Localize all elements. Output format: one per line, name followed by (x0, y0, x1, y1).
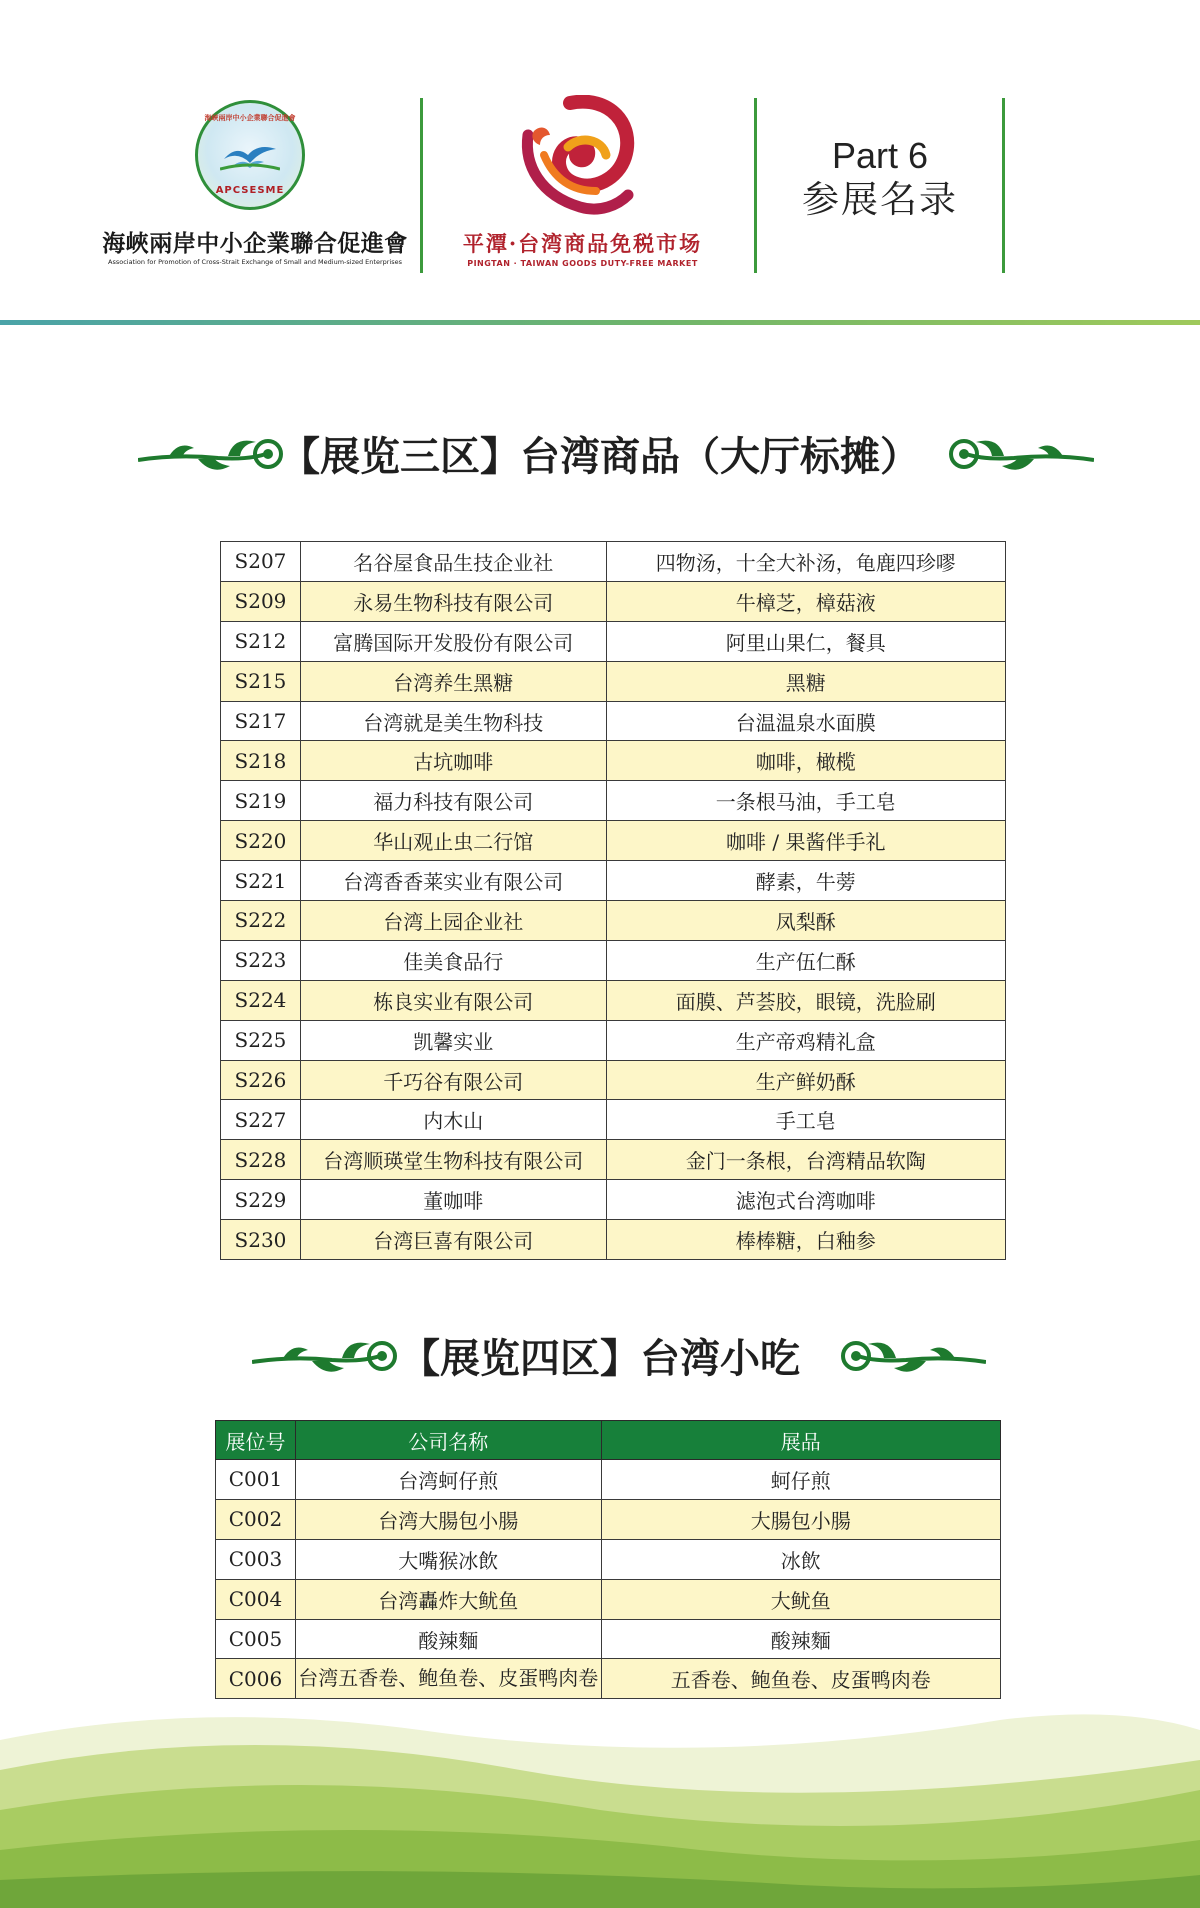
products-cell: 冰飲 (601, 1539, 1000, 1579)
part-number: Part 6 (831, 135, 929, 176)
company-name-cell: 古坑咖啡 (300, 741, 606, 781)
market-name: 平潭·台湾商品免税市场 (462, 231, 703, 256)
company-name-cell: 台湾上园企业社 (300, 901, 606, 941)
company-name-cell: 华山观止虫二行馆 (300, 821, 606, 861)
booth-number-cell: S220 (221, 821, 301, 861)
booth-number-cell: S215 (221, 661, 301, 701)
products-cell: 牛樟芝，樟菇液 (606, 581, 1005, 621)
booth-number-cell: C004 (216, 1579, 296, 1619)
products-cell: 一条根马油，手工皂 (606, 781, 1005, 821)
booth-number-cell: S229 (221, 1180, 301, 1220)
company-name-cell: 名谷屋食品生技企业社 (300, 542, 606, 582)
booth-number-cell: S221 (221, 861, 301, 901)
products-cell: 生产鲜奶酥 (606, 1060, 1005, 1100)
booth-number-cell: C006 (216, 1659, 296, 1699)
table-row (221, 542, 1006, 582)
header-rule (0, 320, 1200, 325)
products-cell: 阿里山果仁，餐具 (606, 621, 1005, 661)
booth-number-cell: S227 (221, 1100, 301, 1140)
booth-number-cell: S224 (221, 980, 301, 1020)
products-cell: 大鱿鱼 (601, 1579, 1000, 1619)
table-row (221, 581, 1006, 621)
section4-snack-table (215, 1420, 1001, 1699)
booth-number-cell: C002 (216, 1499, 296, 1539)
table-row (216, 1659, 1001, 1699)
part-heading (760, 135, 1000, 223)
association-english-name: Association for Promotion of Cross-Strait Exchange of Small and Medium-sized Enterprises (108, 258, 402, 266)
header-divider (1002, 98, 1005, 273)
booth-number-cell: C003 (216, 1539, 296, 1579)
products-cell: 金门一条根，台湾精品软陶 (606, 1140, 1005, 1180)
booth-number-cell: C001 (216, 1460, 296, 1500)
booth-number-cell: S209 (221, 581, 301, 621)
table-row (221, 1060, 1006, 1100)
company-name-cell: 佳美食品行 (300, 940, 606, 980)
booth-number-cell: S217 (221, 701, 301, 741)
apcsesme-logo (95, 95, 415, 275)
section4-title: 【展览四区】台湾小吃 (400, 1336, 800, 1382)
products-cell: 蚵仔煎 (601, 1460, 1000, 1500)
table-row (216, 1460, 1001, 1500)
company-name-cell: 酸辣麵 (295, 1619, 601, 1659)
booth-number-cell: S225 (221, 1020, 301, 1060)
products-cell: 黑糖 (606, 661, 1005, 701)
table-row (221, 1100, 1006, 1140)
company-name-cell: 永易生物科技有限公司 (300, 581, 606, 621)
table-row (216, 1499, 1001, 1539)
table-row (221, 901, 1006, 941)
table-row (221, 621, 1006, 661)
products-cell: 台温温泉水面膜 (606, 701, 1005, 741)
booth-number-cell: S207 (221, 542, 301, 582)
company-name-cell: 董咖啡 (300, 1180, 606, 1220)
booth-number-cell: S222 (221, 901, 301, 941)
company-name-cell: 凯馨实业 (300, 1020, 606, 1060)
part-title: 参展名录 (802, 178, 958, 221)
products-cell: 滤泡式台湾咖啡 (606, 1180, 1005, 1220)
products-cell: 凤梨酥 (606, 901, 1005, 941)
company-name-cell: 千巧谷有限公司 (300, 1060, 606, 1100)
products-cell: 手工皂 (606, 1100, 1005, 1140)
products-cell: 酸辣麵 (601, 1619, 1000, 1659)
booth-number-cell: S218 (221, 741, 301, 781)
section3-title: 【展览三区】台湾商品（大厅标摊） (280, 434, 920, 480)
company-name-cell: 大嘴猴冰飲 (295, 1539, 601, 1579)
table-row (216, 1579, 1001, 1619)
market-english-name: PINGTAN · TAIWAN GOODS DUTY-FREE MARKET (467, 259, 698, 268)
products-cell: 咖啡，橄榄 (606, 741, 1005, 781)
column-header-products: 展品 (601, 1421, 1000, 1460)
company-name-cell: 台湾蚵仔煎 (295, 1460, 601, 1500)
products-cell: 棒棒糖，白釉参 (606, 1220, 1005, 1260)
company-name-cell: 台湾香香莱实业有限公司 (300, 861, 606, 901)
products-cell: 大腸包小腸 (601, 1499, 1000, 1539)
right-ornament-icon (838, 1334, 986, 1384)
company-name-cell: 台湾养生黑糖 (300, 661, 606, 701)
table-row (221, 861, 1006, 901)
header-divider (754, 98, 757, 273)
page-header (0, 0, 1200, 330)
booth-number-cell: S212 (221, 621, 301, 661)
table-row (221, 821, 1006, 861)
table-row (221, 661, 1006, 701)
apcsesme-emblem (195, 100, 305, 210)
header-divider (420, 98, 423, 273)
emblem-abbreviation: APCSESME (215, 185, 285, 196)
products-cell: 酵素，牛蒡 (606, 861, 1005, 901)
company-name-cell: 台湾大腸包小腸 (295, 1499, 601, 1539)
section3-heading (0, 422, 1200, 492)
section3-exhibitor-table (220, 541, 1006, 1260)
table-row (221, 1020, 1006, 1060)
seagull-icon (220, 137, 280, 171)
association-name: 海峽兩岸中小企業聯合促進會 (102, 231, 408, 257)
company-name-cell: 台湾巨喜有限公司 (300, 1220, 606, 1260)
column-header-company: 公司名称 (295, 1421, 601, 1460)
table-row (221, 1140, 1006, 1180)
pingtan-market-logo (440, 95, 725, 275)
products-cell: 生产伍仁酥 (606, 940, 1005, 980)
table-row (221, 1220, 1006, 1260)
products-cell: 咖啡 / 果酱伴手礼 (606, 821, 1005, 861)
market-emblem-icon (510, 95, 640, 225)
right-ornament-icon (946, 432, 1094, 482)
table-row (221, 781, 1006, 821)
booth-number-cell: S223 (221, 940, 301, 980)
table-row (216, 1619, 1001, 1659)
products-cell: 五香卷、鲍鱼卷、皮蛋鸭肉卷 (601, 1659, 1000, 1699)
company-name-cell: 富腾国际开发股份有限公司 (300, 621, 606, 661)
products-cell: 面膜、芦荟胶，眼镜，洗脸刷 (606, 980, 1005, 1020)
booth-number-cell: S226 (221, 1060, 301, 1100)
column-header-booth: 展位号 (216, 1421, 296, 1460)
products-cell: 生产帝鸡精礼盒 (606, 1020, 1005, 1060)
products-cell: 四物汤，十全大补汤，龟鹿四珍嘐 (606, 542, 1005, 582)
booth-number-cell: S219 (221, 781, 301, 821)
booth-number-cell: C005 (216, 1619, 296, 1659)
emblem-ring-text: 海峽兩岸中小企業聯合促進會 (204, 114, 296, 122)
company-name-cell: 台湾顺瑛堂生物科技有限公司 (300, 1140, 606, 1180)
company-name-cell: 内木山 (300, 1100, 606, 1140)
table-row (221, 1180, 1006, 1220)
table-row (221, 940, 1006, 980)
company-name-cell: 栋良实业有限公司 (300, 980, 606, 1020)
table-row (221, 980, 1006, 1020)
company-name-cell: 福力科技有限公司 (300, 781, 606, 821)
table-header-row (216, 1421, 1001, 1460)
decorative-hills (0, 1700, 1200, 1908)
company-name-cell: 台湾就是美生物科技 (300, 701, 606, 741)
booth-number-cell: S230 (221, 1220, 301, 1260)
table-row (216, 1539, 1001, 1579)
table-row (221, 701, 1006, 741)
company-name-cell: 台湾轟炸大鱿鱼 (295, 1579, 601, 1619)
section4-heading (0, 1324, 1200, 1394)
booth-number-cell: S228 (221, 1140, 301, 1180)
table-row (221, 741, 1006, 781)
company-name-cell: 台湾五香卷、鲍鱼卷、皮蛋鸭肉卷 (295, 1659, 601, 1699)
